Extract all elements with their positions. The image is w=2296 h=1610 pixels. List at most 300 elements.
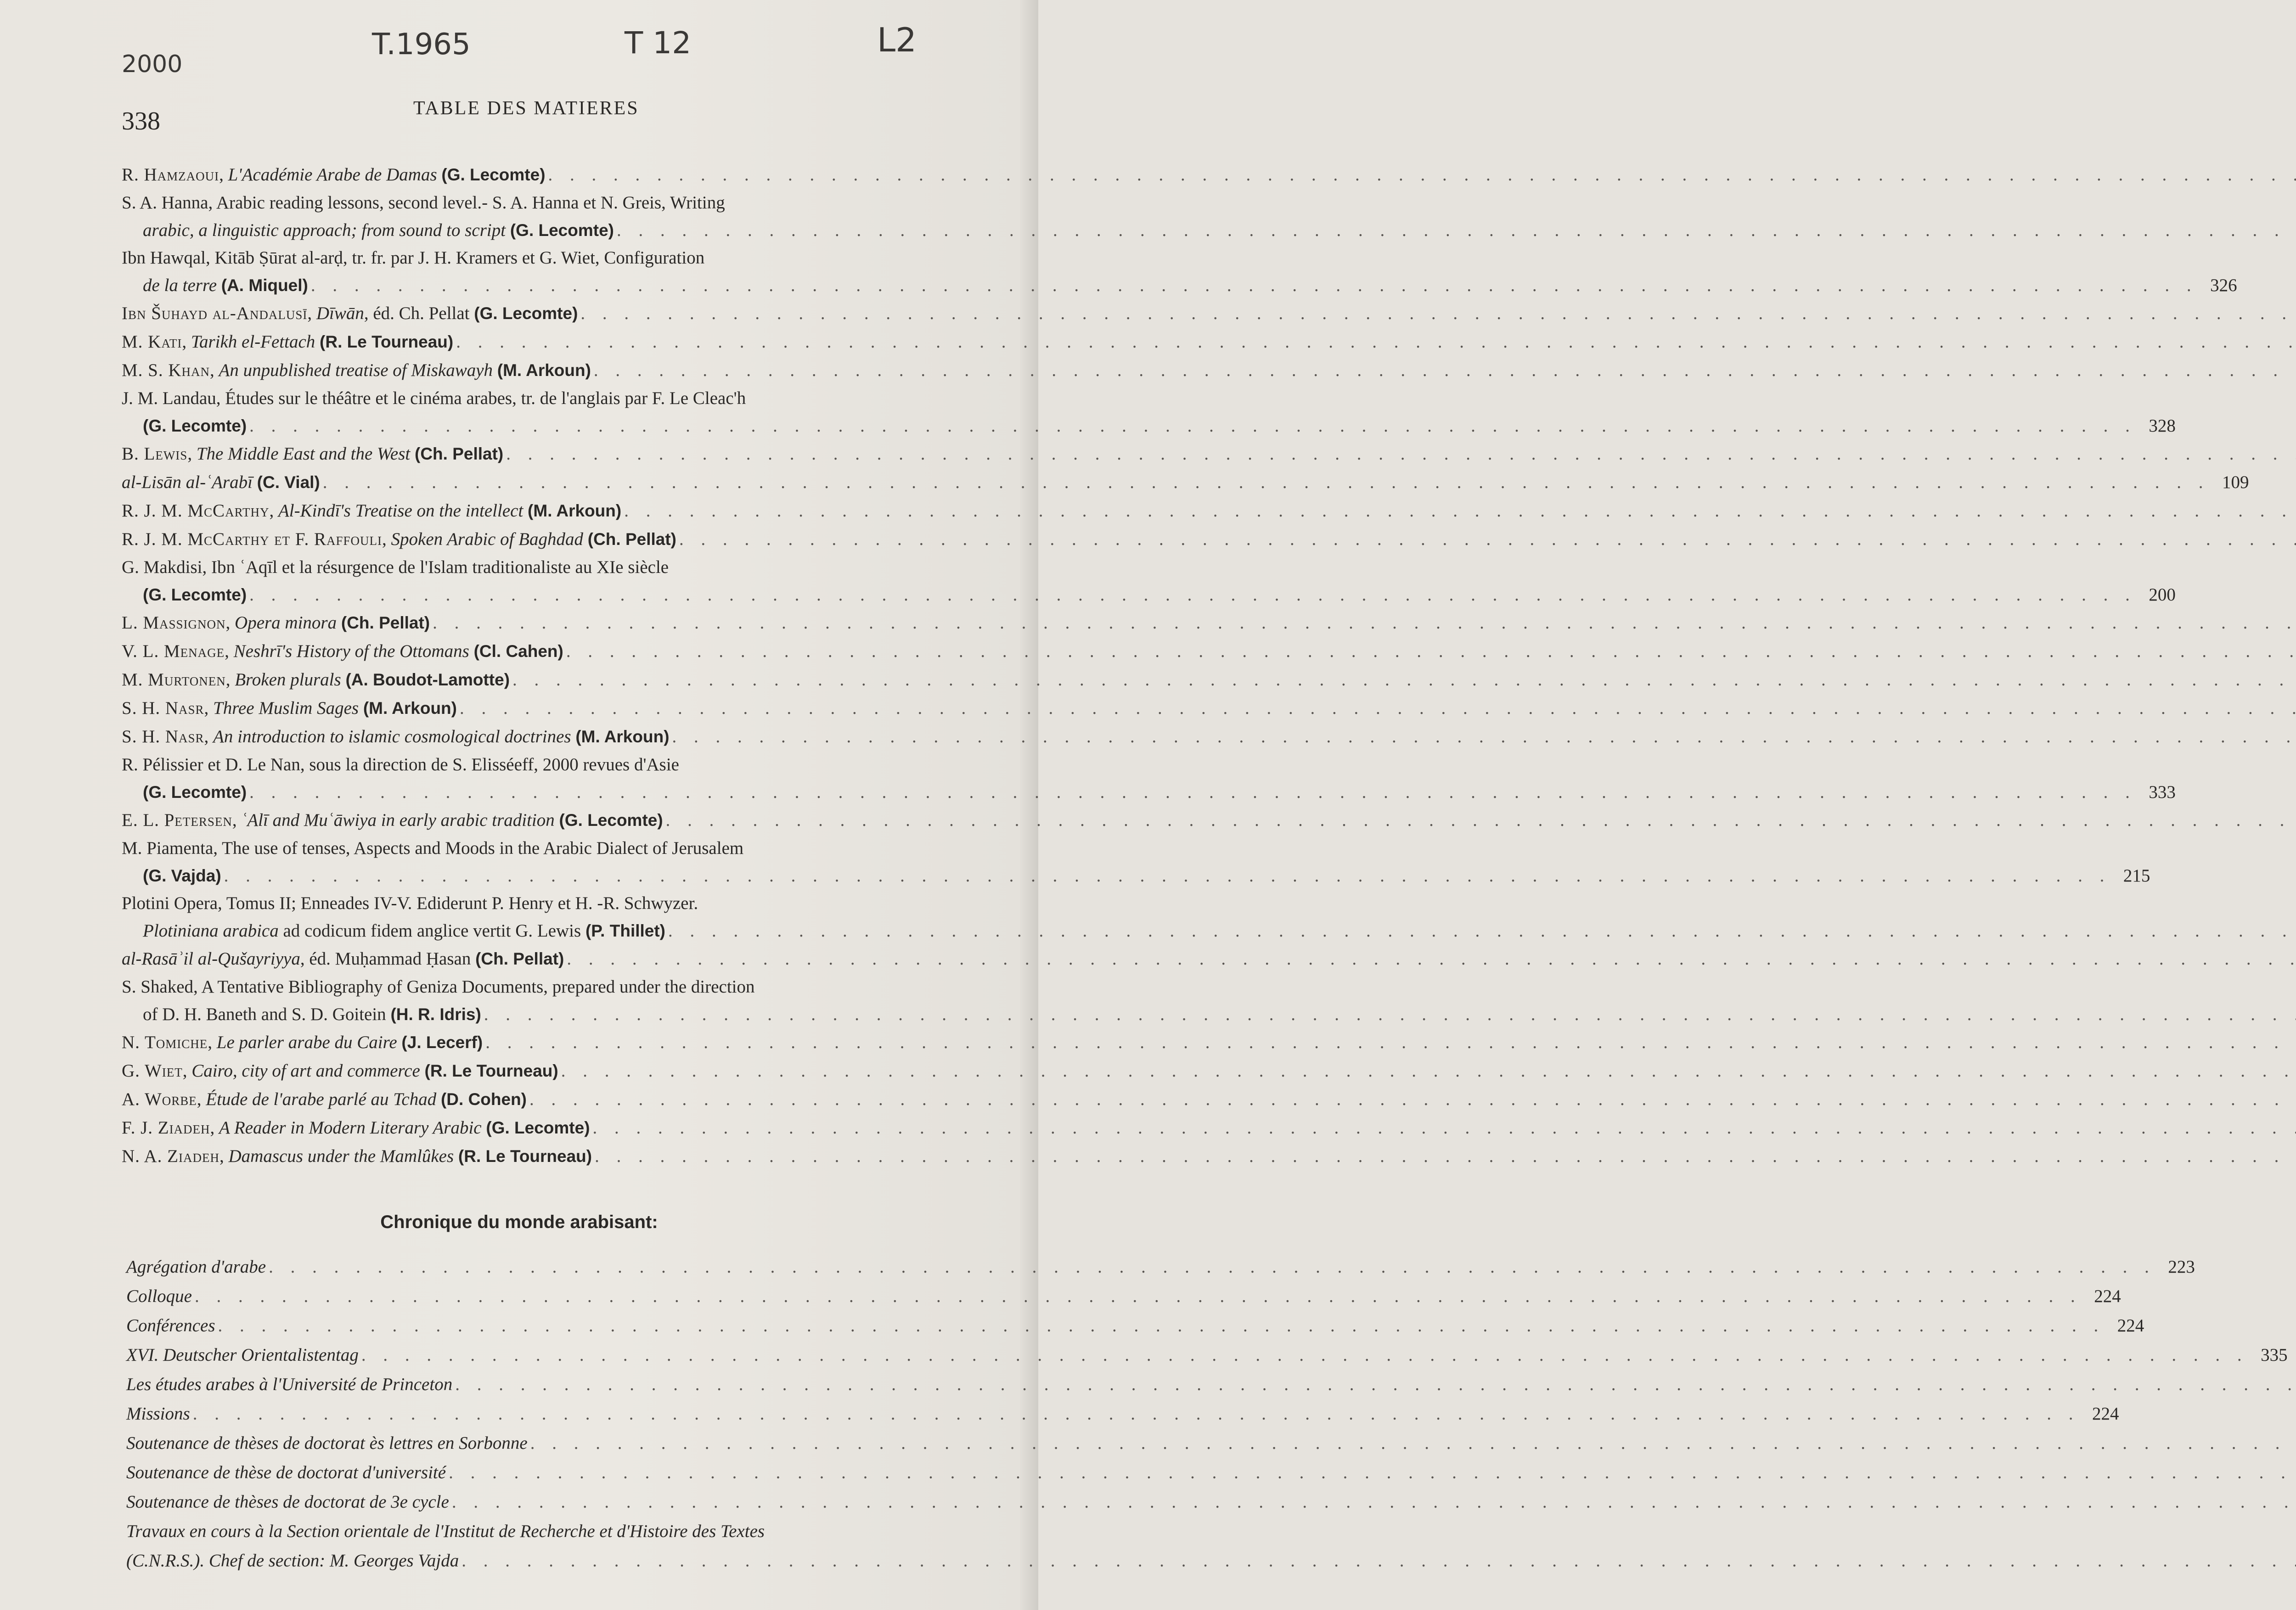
chronique-label: Soutenance de thèses de doctorat de 3e cycle [126, 1492, 449, 1512]
entry-title: Damascus under the Mamlûkes [228, 1146, 454, 1166]
entry-detail [420, 1061, 425, 1081]
running-title: TABLE DES MATIERES [413, 98, 639, 119]
toc-entry [122, 945, 967, 973]
dot-leader [249, 412, 2136, 440]
entry-row [122, 1028, 967, 1057]
toc-entry [122, 554, 2176, 609]
entry-reviewer: (G. Lecomte) [474, 304, 578, 323]
dot-leader [433, 609, 2296, 637]
dot-leader [668, 917, 2296, 945]
entry-first-line: Ibn Hawqal, Kitāb Ṣūrat al-arḍ, tr. fr. par J. H. Kramers et G. Wiet, Configuration [122, 248, 705, 268]
entry-title: Al-Kindī's Treatise on the intellect [278, 501, 523, 521]
dot-leader [193, 1399, 2080, 1429]
entry-author: R. J. M. McCarthy et F. Raffouli [122, 529, 383, 549]
chronique-label: Soutenance de thèses de doctorat ès lettres en Sorbonne [126, 1433, 528, 1453]
toc-entry [122, 1142, 967, 1171]
entry-reviewer: (G. Vajda) [143, 866, 221, 885]
entry-title: Spoken Arabic of Baghdad [391, 529, 584, 549]
entry-title: Three Muslim Sages [213, 698, 359, 718]
entry-detail [493, 360, 497, 380]
entry-text [122, 694, 457, 723]
entry-title: Cairo, city of art and commerce [191, 1061, 420, 1081]
entry-title: An unpublished treatise of Miskawayh [219, 360, 493, 380]
entry-reviewer: (J. Lecerf) [401, 1033, 483, 1052]
entry-row [122, 217, 967, 244]
entry-text [122, 1114, 590, 1142]
toc-entry [122, 973, 967, 1028]
entry-detail [571, 727, 576, 746]
entry-text [122, 1057, 558, 1085]
entry-row [122, 637, 967, 666]
entry-text [122, 161, 546, 189]
chronique-item [126, 1487, 967, 1517]
entry-detail [555, 810, 559, 830]
entry-separator: , [225, 613, 235, 633]
chronique-item [126, 1252, 2195, 1282]
entry-row [122, 412, 2176, 440]
entry-author: S. H. Nasr [122, 727, 204, 746]
entry-title: The Middle East and the West [196, 444, 411, 464]
entry-first-line: J. M. Landau, Études sur le théâtre et le cinéma arabes, tr. de l'anglais par F. Le Cleac'h [122, 388, 746, 408]
entry-author: N. A. Ziadeh [122, 1146, 219, 1166]
entry-title: de la terre [143, 275, 217, 295]
toc-entry [122, 468, 2249, 497]
dot-leader [617, 217, 2296, 244]
entry-title: Broken plurals [235, 670, 341, 690]
toc-entry [122, 1114, 967, 1142]
entry-title: al-Rasāʾil al-Qušayriyya [122, 949, 300, 969]
chronique-first-line [126, 1517, 967, 1546]
entry-text [122, 1028, 483, 1057]
page-number: 338 [122, 107, 160, 135]
entry-detail [410, 444, 415, 464]
entry-detail [454, 1146, 458, 1166]
dot-leader [455, 1370, 2296, 1399]
chronique-row [126, 1458, 967, 1487]
chronique-item [126, 1311, 2144, 1341]
entry-detail [217, 275, 221, 295]
dot-leader [624, 497, 2296, 525]
entry-author: S. H. Nasr [122, 698, 204, 718]
entry-detail [469, 641, 474, 661]
toc-entry [122, 299, 967, 328]
entry-row [122, 497, 967, 525]
dot-leader [484, 1001, 2296, 1028]
entry-title: Neshrī's History of the Ottomans [233, 641, 469, 661]
toc-entry [122, 694, 967, 723]
handwritten-note-left: 2000 [122, 50, 183, 78]
dot-leader [218, 1311, 2105, 1341]
entry-first-line: S. Shaked, A Tentative Bibliography of Geniza Documents, prepared under the direction [122, 977, 755, 997]
chronique-item [126, 1341, 2288, 1370]
entry-detail [315, 332, 320, 352]
entry-row [122, 779, 2176, 806]
entry-row [122, 525, 967, 554]
entry-reviewer: (D. Cohen) [440, 1090, 527, 1109]
toc-entry [122, 890, 967, 945]
entry-separator: , [225, 641, 234, 661]
entry-page: 328 [2149, 416, 2176, 436]
toc-entry [122, 525, 967, 554]
entry-reviewer: (M. Arkoun) [528, 501, 622, 520]
entry-row [122, 917, 967, 945]
entry-row [122, 1142, 967, 1171]
entry-author: M. S. Khan [122, 360, 210, 380]
toc-entry [122, 189, 967, 244]
chronique-row [126, 1282, 2121, 1311]
entry-reviewer: (G. Lecomte) [143, 783, 247, 802]
entry-reviewer: (G. Lecomte) [486, 1118, 590, 1137]
chronique-text [126, 1252, 266, 1282]
dot-leader [567, 945, 2296, 973]
dot-leader [593, 1114, 2296, 1142]
chronique-page: 224 [2094, 1286, 2121, 1306]
entry-text [143, 1001, 481, 1028]
entry-title: Le parler arabe du Caire [216, 1032, 397, 1052]
entry-text [122, 497, 621, 525]
entry-author: B. Lewis [122, 444, 188, 464]
entry-author: V. L. Menage [122, 641, 225, 661]
entry-row [122, 1114, 967, 1142]
toc-entry [122, 356, 967, 385]
entry-text [143, 217, 614, 244]
entry-row [122, 356, 967, 385]
entry-separator: , [197, 1089, 206, 1109]
entry-text [122, 945, 564, 973]
chronique-row [126, 1546, 967, 1576]
chronique-text [126, 1429, 528, 1458]
entry-title: Plotiniana arabica [143, 921, 279, 941]
entry-text [122, 468, 320, 497]
entry-title: An introduction to islamic cosmological doctrines [213, 727, 571, 746]
dot-leader [561, 1057, 2296, 1085]
entry-separator: , [269, 501, 278, 521]
entry-page: 109 [2222, 472, 2249, 492]
toc-entry [122, 806, 967, 835]
entry-page: 215 [2123, 866, 2150, 886]
entry-first-line: R. Pélissier et D. Le Nan, sous la direction de S. Elisséeff, 2000 revues d'Asie [122, 755, 679, 774]
handwritten-note-center-right: T 12 [625, 25, 692, 61]
entry-title: A Reader in Modern Literary Arabic [219, 1118, 482, 1138]
entry-reviewer: (M. Arkoun) [575, 727, 670, 746]
toc-entry [122, 497, 967, 525]
entry-author: A. Worbe [122, 1089, 197, 1109]
dot-leader [594, 356, 2296, 385]
dot-leader [452, 1487, 2296, 1517]
entry-first-line: M. Piamenta, The use of tenses, Aspects and Moods in the Arabic Dialect of Jerusalem [122, 838, 744, 858]
chronique-text [126, 1370, 452, 1399]
toc-entry [122, 637, 967, 666]
entry-reviewer: (C. Vial) [257, 473, 320, 492]
entry-reviewer: (G. Lecomte) [559, 811, 663, 830]
entry-separator: , [382, 529, 391, 549]
chronique-text [126, 1487, 449, 1517]
chronique-list [126, 1252, 2288, 1576]
entry-separator: , [204, 698, 214, 718]
entry-title: Opera minora [235, 613, 337, 633]
entry-separator: , [219, 165, 228, 185]
entry-separator: , [210, 1118, 219, 1138]
entry-reviewer: (M. Arkoun) [363, 699, 457, 718]
entry-author: L. Massignon [122, 613, 226, 633]
entry-reviewer: (A. Boudot-Lamotte) [345, 670, 510, 689]
chronique-text [126, 1311, 215, 1341]
entry-text [122, 356, 591, 385]
dot-leader [548, 161, 2296, 189]
dot-leader [461, 1546, 2296, 1576]
entry-title: L'Académie Arabe de Damas [228, 165, 437, 185]
entry-row [122, 1085, 967, 1114]
entry-row [122, 1001, 967, 1028]
entry-title: Tarikh el-Fettach [191, 332, 315, 352]
chronique-row [126, 1487, 967, 1517]
entry-detail [341, 670, 346, 690]
entry-detail [253, 472, 257, 492]
entry-title: Étude de l'arabe parlé au Tchad [206, 1089, 437, 1109]
entry-row [122, 272, 2237, 299]
entry-separator: , [204, 727, 214, 746]
entry-page: 326 [2210, 275, 2237, 295]
entry-detail: of D. H. Baneth and S. D. Goitein [143, 1004, 391, 1024]
entry-page: 200 [2149, 585, 2176, 605]
entry-text [143, 862, 221, 890]
toc-entry [122, 328, 967, 356]
entry-author: R. Hamzaoui [122, 165, 219, 185]
entry-title: Dīwān [316, 303, 364, 323]
dot-leader [311, 272, 2198, 299]
entry-reviewer: (G. Lecomte) [441, 165, 546, 184]
chronique-label: Agrégation d'arabe [126, 1257, 266, 1277]
entry-row [122, 609, 967, 637]
entry-separator: , [232, 810, 242, 830]
entry-separator: , [210, 360, 219, 380]
entry-text [143, 917, 665, 945]
chronique-page: 223 [2168, 1257, 2195, 1277]
entry-detail [482, 1118, 486, 1138]
entry-author: G. Wiet [122, 1061, 183, 1081]
entry-page: 333 [2149, 782, 2176, 802]
handwritten-note-center: T.1965 [372, 28, 471, 62]
chronique-row [126, 1311, 2144, 1341]
dot-leader [195, 1282, 2082, 1311]
entry-row [122, 328, 967, 356]
entry-reviewer: (Ch. Pellat) [341, 613, 430, 632]
entry-text [143, 272, 308, 299]
entry-author: M. Kati [122, 332, 182, 352]
entry-text [143, 412, 247, 440]
handwritten-note-right: L2 [877, 21, 917, 59]
chronique-label: XVI. Deutscher Orientalistentag [126, 1345, 359, 1365]
entry-row [122, 723, 967, 751]
chronique-item [126, 1429, 967, 1458]
chronique-text [126, 1399, 190, 1429]
toc-entry [122, 666, 967, 694]
entry-row [122, 694, 967, 723]
dot-leader [456, 328, 2296, 356]
chronique-row [126, 1429, 967, 1458]
entry-reviewer: (M. Arkoun) [497, 361, 591, 380]
chronique-item [126, 1370, 967, 1399]
entry-detail: ad codicum fidem anglice vertit G. Lewis [278, 921, 585, 941]
chronique-page: 335 [2261, 1345, 2288, 1365]
dot-leader [506, 440, 2296, 468]
entry-detail [523, 501, 528, 521]
entry-title: ʿAlī and Muʿāwiya in early arabic tradition [241, 810, 555, 830]
entry-detail [437, 165, 442, 185]
toc-entry [122, 244, 2237, 299]
entry-reviewer: (R. Le Tourneau) [458, 1147, 592, 1166]
entry-separator: , [208, 1032, 217, 1052]
entry-text [122, 440, 503, 468]
entry-detail [436, 1089, 441, 1109]
entry-text [143, 581, 247, 609]
entry-first-line: Plotini Opera, Tomus II; Enneades IV-V. Ediderunt P. Henry et H. -R. Schwyzer. [122, 893, 698, 913]
entry-separator: , [182, 332, 191, 352]
chronique-label: Conférences [126, 1316, 215, 1335]
chronique-label: (C.N.R.S.). Chef de section: M. Georges Vajda [126, 1551, 459, 1571]
entry-row [122, 440, 967, 468]
toc-entry [122, 835, 2150, 890]
dot-leader [580, 299, 2296, 328]
chronique-row [126, 1341, 2288, 1370]
entry-row [122, 862, 2150, 890]
entry-author: R. J. M. McCarthy [122, 501, 270, 521]
chronique-item [126, 1282, 2121, 1311]
entry-row [122, 666, 967, 694]
dot-leader [679, 525, 2296, 554]
toc-entry [122, 1028, 967, 1057]
entry-author: E. L. Petersen [122, 810, 232, 830]
entry-reviewer: (G. Lecomte) [510, 221, 614, 240]
dot-leader [361, 1341, 2248, 1370]
entry-text [122, 723, 670, 751]
toc-entry [122, 723, 967, 751]
dot-leader [323, 468, 2210, 497]
chronique-item [126, 1458, 967, 1487]
chronique-label: Les études arabes à l'Université de Princeton [126, 1374, 453, 1394]
dot-leader [249, 779, 2136, 806]
toc-entry [122, 609, 967, 637]
dot-leader [224, 862, 2111, 890]
entry-title: al-Lisān al-ʿArabī [122, 472, 253, 492]
chronique-row [126, 1370, 967, 1399]
entry-text [122, 666, 510, 694]
toc-entry [122, 751, 2176, 806]
dot-leader [449, 1458, 2296, 1487]
chronique-item [126, 1517, 967, 1576]
entry-reviewer: (Ch. Pellat) [587, 530, 677, 549]
entry-separator: , [307, 303, 316, 323]
entry-detail: , éd. Ch. Pellat [364, 303, 474, 323]
dot-leader [530, 1429, 2296, 1458]
entry-detail [506, 220, 510, 240]
entry-author: N. Tomiche [122, 1032, 208, 1052]
entry-row [122, 806, 967, 835]
entry-first-line: G. Makdisi, Ibn ʿAqīl et la résurgence de l'Islam traditionaliste au XIe siècle [122, 557, 669, 577]
chronique-label: Missions [126, 1404, 190, 1424]
chronique-label: Colloque [126, 1286, 192, 1306]
dot-leader [512, 666, 2296, 694]
entry-row [122, 161, 967, 189]
entry-text [122, 328, 453, 356]
entry-title: arabic, a linguistic approach; from sound to script [143, 220, 506, 240]
entry-author: M. Murtonen [122, 670, 226, 690]
entry-text [122, 637, 563, 666]
dot-leader [566, 637, 2296, 666]
entry-detail [359, 698, 363, 718]
entry-author: Ibn Šuhayd al-Andalusī [122, 303, 308, 323]
entry-reviewer: (R. Le Tourneau) [320, 332, 454, 351]
entry-text [143, 779, 247, 806]
chronique-label-line1: Travaux en cours à la Section orientale de l'Institut de Recherche et d'Histoire des Textes [126, 1521, 765, 1541]
entry-text [122, 1142, 592, 1171]
chronique-label: Soutenance de thèse de doctorat d'université [126, 1463, 446, 1482]
toc-entry [122, 161, 967, 189]
entry-detail [583, 529, 588, 549]
dot-leader [672, 723, 2296, 751]
chronique-item [126, 1399, 2119, 1429]
entry-separator: , [219, 1146, 229, 1166]
entry-text [122, 609, 430, 637]
entry-row [122, 468, 2249, 497]
entry-reviewer: (A. Miquel) [221, 276, 308, 295]
toc-entry [122, 1057, 967, 1085]
chronique-page: 224 [2117, 1316, 2144, 1335]
entry-reviewer: (Cl. Cahen) [473, 642, 563, 661]
entry-reviewer: (Ch. Pellat) [475, 949, 564, 968]
entry-text [122, 806, 663, 835]
toc-entry [122, 385, 2176, 440]
dot-leader [249, 581, 2136, 609]
entry-reviewer: (G. Lecomte) [143, 585, 247, 604]
dot-leader [529, 1085, 2296, 1114]
entry-first-line: S. A. Hanna, Arabic reading lessons, second level.- S. A. Hanna et N. Greis, Writing [122, 193, 725, 213]
dot-leader [485, 1028, 2296, 1057]
entry-author: F. J. Ziadeh [122, 1118, 210, 1138]
entry-text [122, 1085, 527, 1114]
entry-detail [397, 1032, 402, 1052]
entry-reviewer: (R. Le Tourneau) [424, 1061, 558, 1080]
entry-reviewer: (Ch. Pellat) [415, 444, 504, 463]
entry-detail: , éd. Muḥammad Ḥasan [300, 949, 476, 969]
entry-separator: , [225, 670, 235, 690]
entry-reviewer: (H. R. Idris) [390, 1005, 481, 1024]
entry-separator: , [182, 1061, 192, 1081]
dot-leader [666, 806, 2296, 835]
chronique-row [126, 1399, 2119, 1429]
chronique-row [126, 1252, 2195, 1282]
chronique-text [126, 1546, 459, 1576]
toc-entry [122, 1085, 967, 1114]
entry-detail [337, 613, 341, 633]
entry-text [122, 525, 676, 554]
entry-text [122, 299, 578, 328]
dot-leader [460, 694, 2296, 723]
entry-row [122, 581, 2176, 609]
entry-reviewer: (G. Lecomte) [143, 416, 247, 435]
table-of-contents [122, 161, 2249, 1171]
chronique-text [126, 1341, 359, 1370]
chronique-heading: Chronique du monde arabisant: [380, 1212, 658, 1232]
chronique-page: 224 [2092, 1404, 2119, 1424]
entry-separator: , [187, 444, 197, 464]
entry-row [122, 945, 967, 973]
toc-entry [122, 440, 967, 468]
entry-row [122, 299, 967, 328]
chronique-text [126, 1458, 446, 1487]
entry-reviewer: (P. Thillet) [585, 921, 666, 940]
dot-leader [269, 1252, 2155, 1282]
